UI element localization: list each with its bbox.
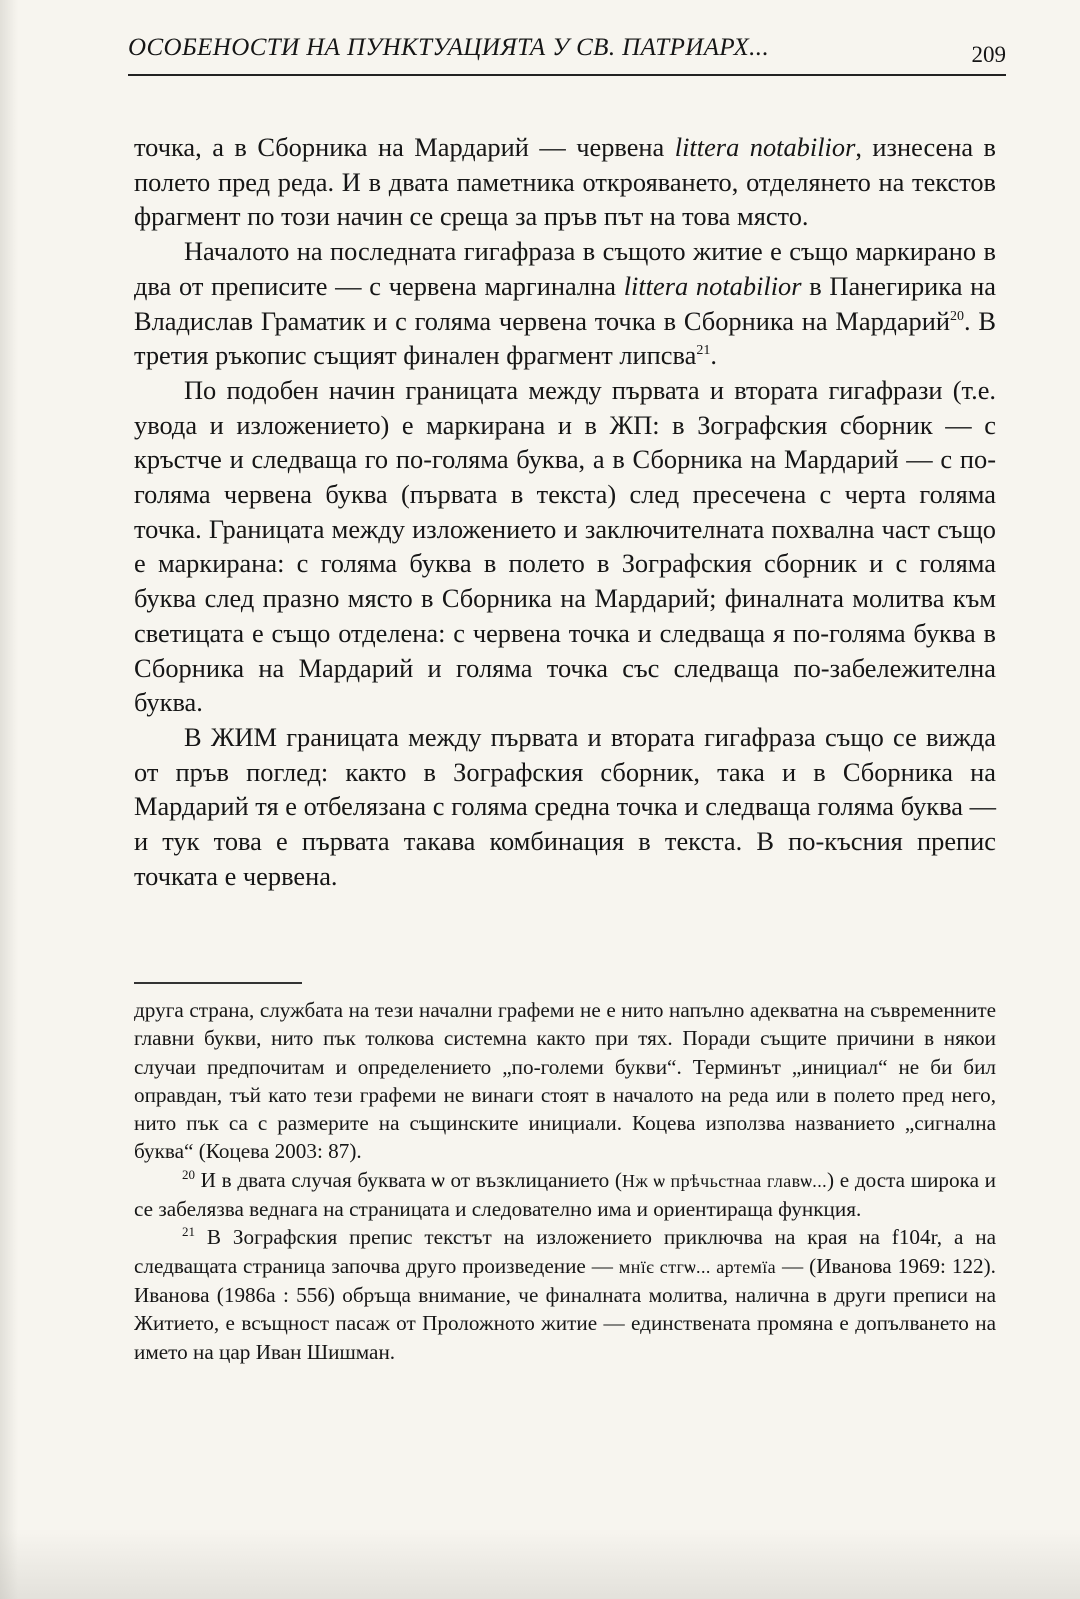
page-number: 209	[971, 42, 1006, 67]
text-span: ) е доста широка и се забелязва веднага на страницата и следователно има и ориентираща функция.	[134, 1167, 996, 1222]
text-span: Началото на последната гигафраза в същото житие е също маркирано в два от преписите — с червена маргинална	[134, 236, 996, 301]
footnote-separator	[134, 982, 302, 984]
page-header	[128, 30, 1006, 76]
text-span: от възклицанието (	[444, 1167, 622, 1192]
text-span: в Панегирика на Владислав Граматик и с голяма червена точка в Сборника на Мардарий	[134, 270, 996, 336]
page-gutter-shadow	[0, 0, 18, 1599]
page-bottom-shadow	[0, 1529, 1080, 1599]
paragraph-3: По подобен начин границата между първата и втората гигафрази (т.е. увода и изложението) е маркирана и в ЖП: в Зографския сборник — с кръстче и следваща го по-голяма буква, а в Сборника на Мардарий — с по-голяма червена буква (първата в текста) след пресечена с черта голяма точка. Границата между изложението и заключителната похвална част също е маркирана: с голяма буква в полето в Зографския сборник и с голяма буква след празно място в Сборника на Мардарий; финалната молитва към светицата е също отделена: с червена точка и следваща я по-голяма буква в Сборника на Мардарий и голяма точка със следваща по-забележителна буква.	[134, 374, 996, 718]
text-span: . В третия ръкопис същият финален фрагмент липсва	[134, 305, 996, 371]
footnote-21	[134, 1223, 996, 1365]
text-span: В Зографския препис текстът на изложението приключва на края на f104r, а на следващата страница започва друго произведение —	[134, 1225, 996, 1278]
text-span: — (Иванова 1969: 122). Иванова (1986а : 556) обръща внимание, че финалната молитва, налична в други преписи на Житието, е всъщност пасаж от Проложното житие — единствената промяна е допълването на името на цар Иван Шишман.	[134, 1253, 996, 1364]
footnotes	[134, 996, 996, 1366]
footnote-number: 21	[182, 1224, 195, 1240]
paragraph-1	[134, 130, 996, 234]
slavonic-quote: мнїє стгѡ... артемїа	[618, 1256, 777, 1277]
text-span: .	[710, 340, 717, 371]
footnote-ref-20[interactable]: 20	[950, 308, 964, 324]
footnote-continuation: друга страна, службата на тези начални графеми не е нито напълно адекватна на съвременните главни букви, нито пък толкова системна както при тях. Поради същите причини в някои случаи предпочитам и определението „по-големи букви“. Терминът „инициал“ не би бил оправдан, тъй като тези графеми не винаги стоят в началото на реда или в полето пред него, нито пък са с размерите на същинските инициали. Коцева използва названието „сигнална буква“ (Коцева 2003: 87).	[134, 998, 996, 1164]
text-span: , изнесена в полето пред реда. И в двата паметника открояването, отделянето на текстов фрагмент по този начин се среща за пръв път на това място.	[134, 132, 997, 232]
text-span: точка, а в Сборника на Мардарий — червена	[134, 132, 675, 162]
footnote-number: 20	[182, 1166, 195, 1182]
slavonic-quote: Нж ѡ прѣчьстнаа главѡ...	[621, 1170, 828, 1191]
footnote-ref-21[interactable]: 21	[696, 343, 711, 359]
text-span: И в двата случая буквата	[195, 1167, 432, 1192]
slavonic-glyph: ѡ	[431, 1167, 445, 1192]
running-title: ОСОБЕНОСТИ НА ПУНКТУАЦИЯТА У СВ. ПАТРИАРХ...	[128, 34, 770, 61]
italic-term: littera notabilior	[674, 132, 856, 162]
footnote-20	[134, 1166, 996, 1224]
italic-term: littera notabilior	[623, 270, 802, 301]
paragraph-2	[134, 234, 996, 373]
main-text	[134, 130, 996, 893]
paragraph-4: В ЖИМ границата между първата и втората гигафраза също се вижда от пръв поглед: както в Зографския сборник, така и в Сборника на Мардарий тя е отбелязана с голяма средна точка и следваща голяма буква — и тук това е първата такава комбинация в текста. В по-късния препис точката е червена.	[134, 721, 996, 891]
